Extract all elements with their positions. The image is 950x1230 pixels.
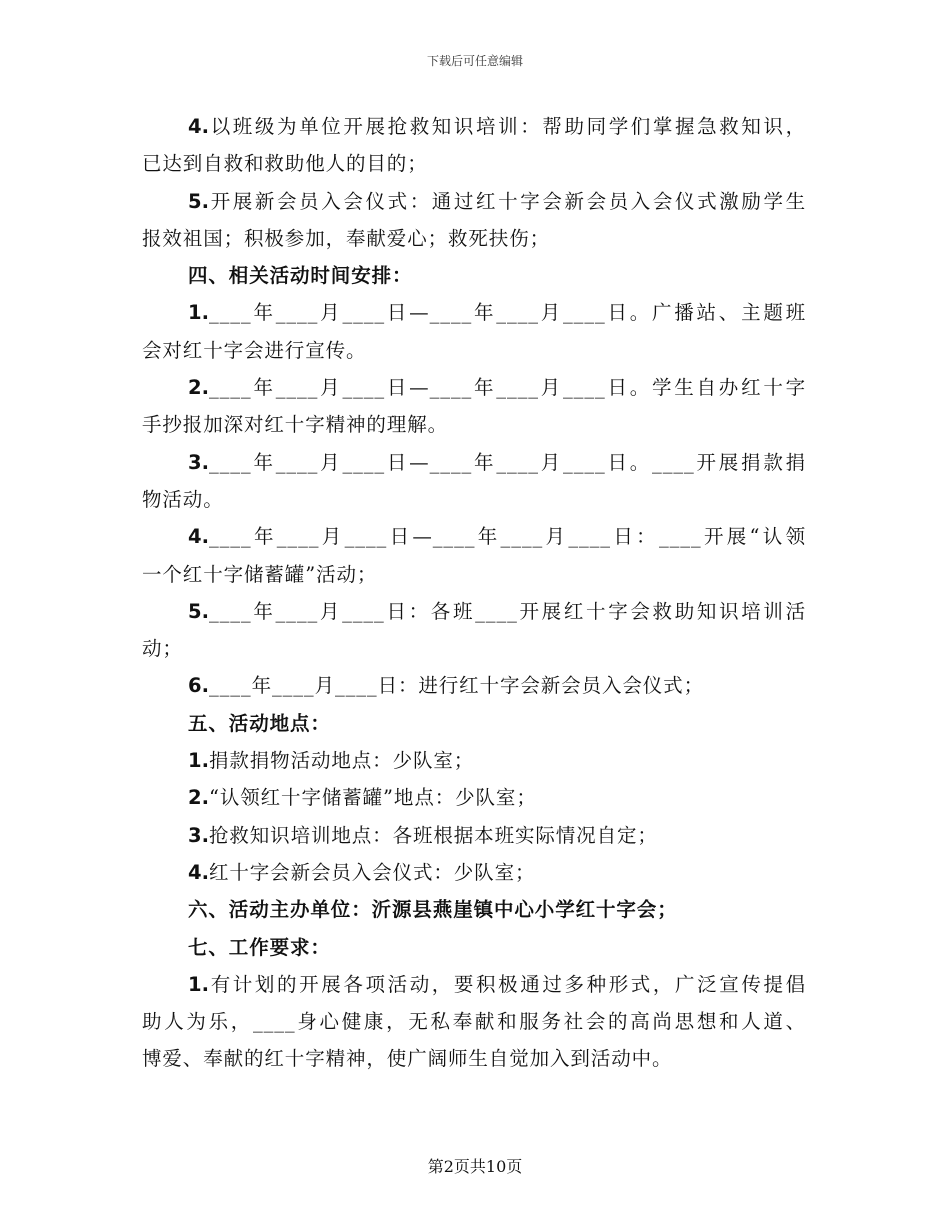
item-number: 4.	[188, 115, 209, 138]
line-text: ____年____月____日：进行红十字会新会员入会仪式；	[208, 674, 704, 698]
paragraph-line	[142, 1003, 806, 1040]
paragraph-line	[142, 481, 806, 518]
line-text: ____年____月____日—____年____月____日。____开展捐款捐	[208, 450, 806, 474]
line-text: ____年____月____日—____年____月____日。广播站、主题班	[208, 301, 806, 325]
line-text: ____年____月____日—____年____月____日：____开展“认领	[208, 525, 806, 549]
paragraph-line	[142, 630, 806, 667]
item-number: 4.	[188, 860, 209, 884]
page-header-note: 下载后可任意编辑	[426, 54, 523, 68]
paragraph-line	[142, 779, 806, 816]
item-number: 4.	[188, 525, 209, 549]
line-text: 以班级为单位开展抢救知识培训：帮助同学们掌握急救知识，	[208, 115, 806, 138]
line-text: 已达到自救和救助他人的目的；	[142, 152, 428, 176]
item-number: 1.	[188, 749, 209, 773]
section-heading	[142, 891, 806, 928]
paragraph-line	[142, 444, 806, 481]
line-text: 手抄报加深对红十字精神的理解。	[142, 413, 449, 437]
line-text: 抢救知识培训地点：各班根据本班实际情况自定；	[208, 823, 658, 847]
line-text: 有计划的开展各项活动，要积极通过多种形式，广泛宣传提倡	[208, 972, 806, 996]
item-number: 5.	[188, 599, 209, 623]
line-text: 红十字会新会员入会仪式：少队室；	[208, 860, 536, 884]
section-heading	[142, 705, 806, 742]
item-number: 3.	[188, 823, 209, 847]
document-body	[142, 108, 806, 1078]
heading-text: 五、活动地点：	[188, 711, 331, 735]
paragraph-line	[142, 966, 806, 1003]
item-number: 1.	[188, 972, 209, 996]
item-number: 1.	[188, 301, 209, 325]
paragraph-line	[142, 1040, 806, 1077]
heading-text: 七、工作要求：	[188, 935, 331, 959]
line-text: 物活动。	[142, 487, 224, 511]
item-number: 2.	[188, 376, 209, 400]
paragraph-line	[142, 294, 806, 331]
item-number: 6.	[188, 674, 209, 698]
paragraph-line	[142, 406, 806, 443]
paragraph-line	[142, 667, 806, 704]
paragraph-line	[142, 742, 806, 779]
line-text: 助人为乐，____身心健康，无私奉献和服务社会的高尚思想和人道、	[142, 1010, 806, 1034]
paragraph-line	[142, 518, 806, 555]
item-number: 3.	[188, 450, 209, 474]
page-number: 第2页共10页	[427, 1157, 523, 1176]
line-text: “认领红十字储蓄罐”地点：少队室；	[208, 786, 537, 810]
paragraph-line	[142, 220, 806, 257]
paragraph-line	[142, 593, 806, 630]
line-text: 捐款捐物活动地点：少队室；	[208, 749, 475, 773]
line-text: 动；	[142, 637, 183, 661]
item-number: 5.	[188, 189, 209, 213]
paragraph-line	[142, 183, 806, 220]
line-text: 会对红十字会进行宣传。	[142, 338, 367, 362]
line-text: ____年____月____日：各班____开展红十字会救助知识培训活	[208, 599, 806, 623]
line-text: 博爱、奉献的红十字精神，使广阔师生自觉加入到活动中。	[142, 1047, 673, 1071]
line-text: 开展新会员入会仪式：通过红十字会新会员入会仪式激励学生	[208, 189, 806, 213]
line-text: 一个红十字储蓄罐”活动；	[142, 562, 378, 586]
line-text: ____年____月____日—____年____月____日。学生自办红十字	[208, 376, 806, 400]
paragraph-line	[142, 556, 806, 593]
paragraph-line	[142, 108, 806, 145]
paragraph-line	[142, 817, 806, 854]
heading-text: 六、活动主办单位：沂源县燕崖镇中心小学红十字会；	[188, 898, 678, 922]
paragraph-line	[142, 854, 806, 891]
heading-text: 四、相关活动时间安排：	[188, 264, 413, 288]
section-heading	[142, 929, 806, 966]
paragraph-line	[142, 145, 806, 182]
paragraph-line	[142, 332, 806, 369]
paragraph-line	[142, 369, 806, 406]
item-number: 2.	[188, 786, 209, 810]
line-text: 报效祖国；积极参加，奉献爱心；救死扶伤；	[142, 226, 551, 250]
section-heading	[142, 257, 806, 294]
